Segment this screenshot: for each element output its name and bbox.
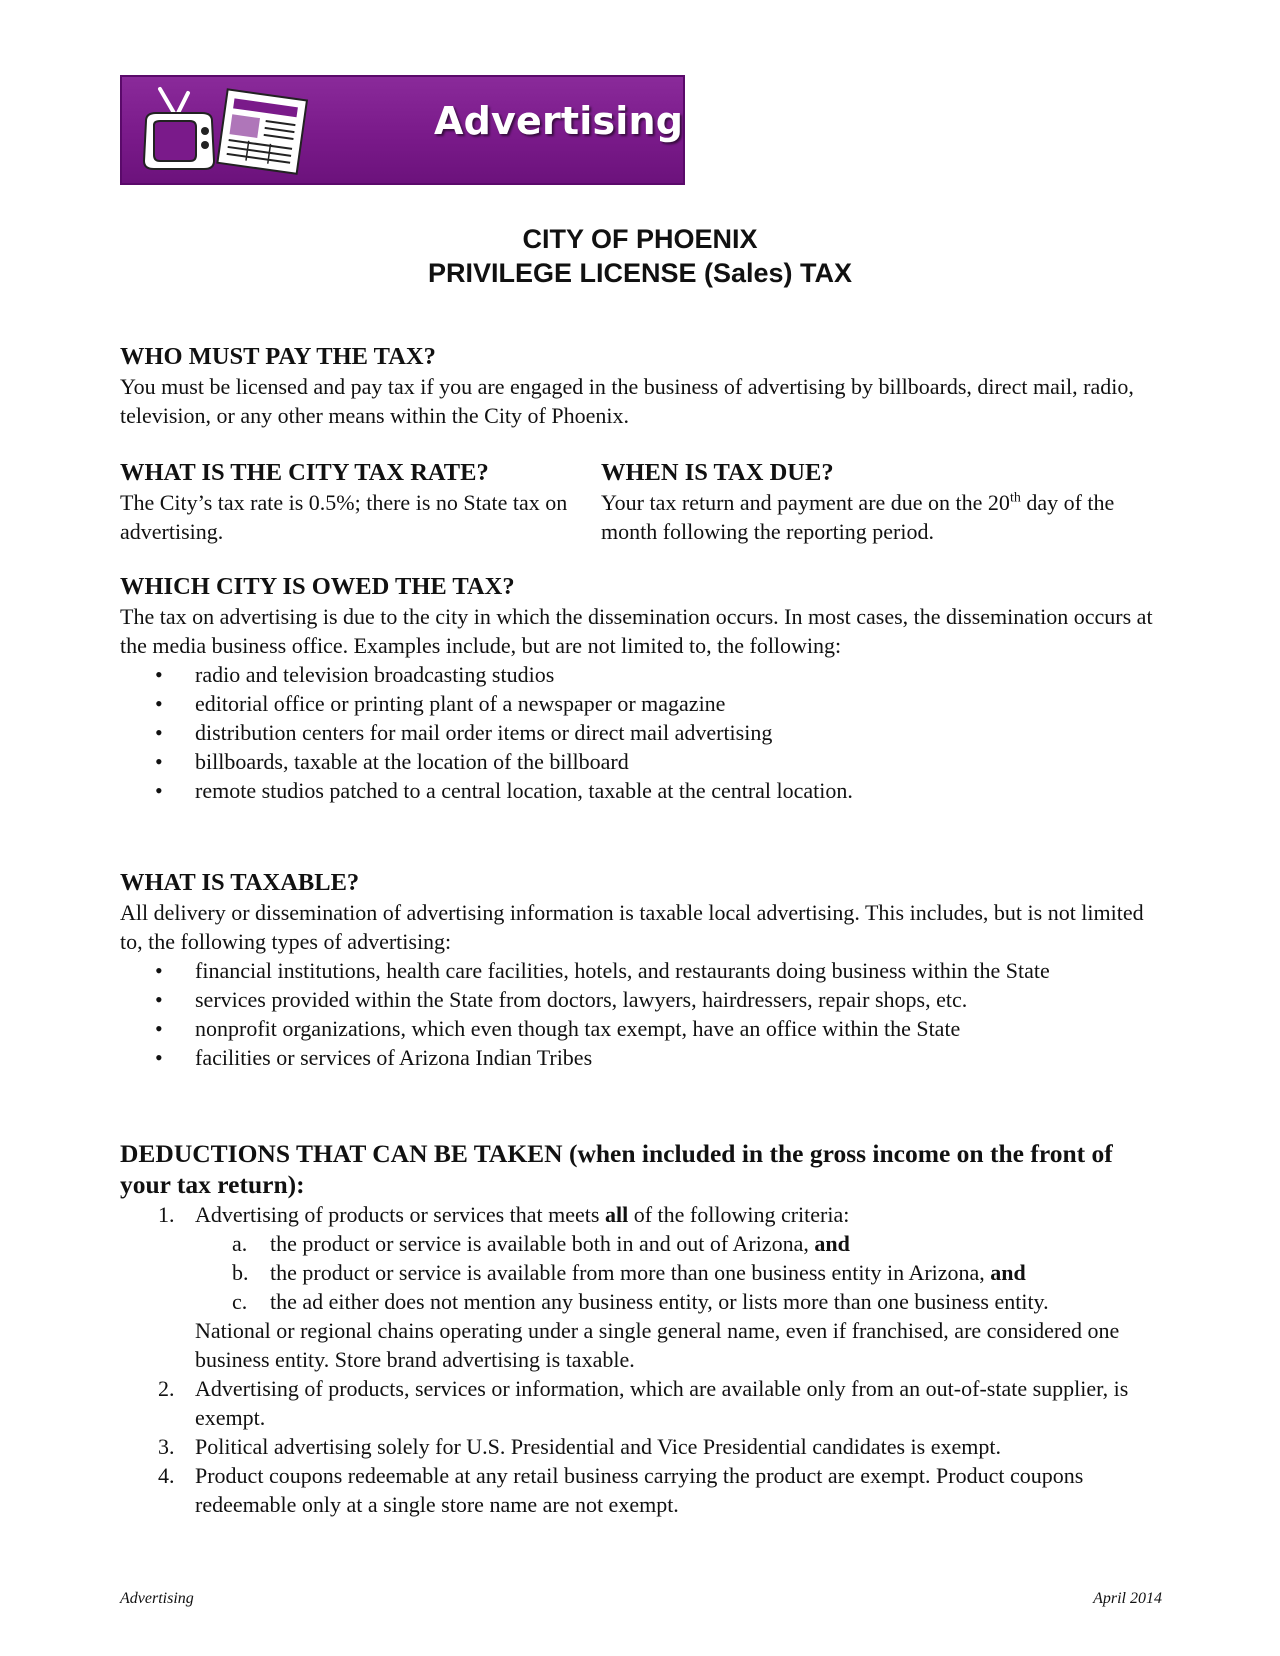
list-item-text: editorial office or printing plant of a newspaper or magazine xyxy=(195,691,726,716)
which-city-heading: WHICH CITY IS OWED THE TAX? xyxy=(120,573,515,600)
list-item xyxy=(120,1043,1160,1072)
who-must-pay-heading: WHO MUST PAY THE TAX? xyxy=(120,343,436,370)
bullet-icon: • xyxy=(155,720,163,745)
list-item-text: billboards, taxable at the location of the billboard xyxy=(195,749,629,774)
list-number: 2. xyxy=(158,1376,175,1401)
who-must-pay-body: You must be licensed and pay tax if you are engaged in the business of advertising by billboards, direct mail, radio, television, or any other means within the City of Phoenix. xyxy=(120,374,1134,428)
list-item xyxy=(120,660,1160,689)
which-city-list xyxy=(120,660,1160,805)
list-item xyxy=(120,1014,1160,1043)
bullet-icon: • xyxy=(155,1016,163,1041)
bullet-icon: • xyxy=(155,662,163,687)
list-item-text: services provided within the State from doctors, lawyers, hairdressers, repair shops, etc. xyxy=(195,987,968,1012)
bullet-icon: • xyxy=(155,1045,163,1070)
tax-due-heading: WHEN IS TAX DUE? xyxy=(601,459,834,486)
bullet-icon: • xyxy=(155,987,163,1012)
taxable-section xyxy=(120,868,1160,1072)
deduction-item-1-emphasis: all xyxy=(604,1202,629,1227)
deductions-section xyxy=(120,1138,1160,1519)
tax-due-section xyxy=(601,458,1161,546)
banner-title: Advertising xyxy=(434,99,684,143)
taxable-heading: WHAT IS TAXABLE? xyxy=(120,869,360,896)
tax-rate-body: The City’s tax rate is 0.5%; there is no State tax on advertising. xyxy=(120,490,568,544)
criteria-list xyxy=(195,1229,1160,1316)
bullet-icon: • xyxy=(155,778,163,803)
document-title-line-1: CITY OF PHOENIX xyxy=(522,224,758,254)
which-city-section xyxy=(120,572,1160,805)
criteria-text: the product or service is available from more than one business entity in Arizona, xyxy=(270,1260,991,1285)
which-city-body: The tax on advertising is due to the city in which the dissemination occurs. In most cases, the dissemination occurs at the media business office. Examples include, but are not limited to, the following: xyxy=(120,604,1153,658)
list-item xyxy=(120,689,1160,718)
list-letter: c. xyxy=(232,1289,248,1314)
list-number: 4. xyxy=(158,1463,175,1488)
criteria-item xyxy=(195,1229,1160,1258)
footer-left: Advertising xyxy=(120,1590,194,1607)
criteria-text: the ad either does not mention any business entity, or lists more than one business entity. xyxy=(270,1289,1049,1314)
deduction-item-4 xyxy=(120,1461,1160,1519)
deduction-item-3 xyxy=(120,1432,1160,1461)
deductions-list xyxy=(120,1200,1160,1519)
list-item xyxy=(120,718,1160,747)
tax-rate-section xyxy=(120,458,575,546)
list-number: 3. xyxy=(158,1434,175,1459)
list-item xyxy=(120,985,1160,1014)
bullet-icon: • xyxy=(155,691,163,716)
list-letter: b. xyxy=(232,1260,249,1285)
deductions-heading: DEDUCTIONS THAT CAN BE TAKEN (when included in the gross income on the front of your tax return): xyxy=(120,1139,1113,1199)
who-must-pay-section xyxy=(120,342,1160,430)
criteria-item xyxy=(195,1287,1160,1316)
criteria-conjunction: and xyxy=(814,1231,850,1256)
list-item xyxy=(120,747,1160,776)
tax-rate-heading: WHAT IS THE CITY TAX RATE? xyxy=(120,459,489,486)
list-number: 1. xyxy=(158,1202,175,1227)
list-item xyxy=(120,776,1160,805)
bullet-icon: • xyxy=(155,958,163,983)
taxable-list xyxy=(120,956,1160,1072)
tax-due-text-after: day of the month following the reporting period. xyxy=(601,490,1115,544)
tax-due-body xyxy=(601,488,1161,546)
tax-due-ordinal-suffix: th xyxy=(1009,490,1021,506)
deduction-item-2 xyxy=(120,1374,1160,1432)
list-item-text: financial institutions, health care facilities, hotels, and restaurants doing business within the State xyxy=(195,958,1050,983)
list-letter: a. xyxy=(232,1231,248,1256)
deduction-item-text: Advertising of products, services or information, which are available only from an out-of-state supplier, is exempt. xyxy=(195,1376,1129,1430)
deduction-item-1-note: National or regional chains operating under a single general name, even if franchised, are considered one business entity. Store brand advertising is taxable. xyxy=(195,1318,1120,1372)
criteria-item xyxy=(195,1258,1160,1287)
deduction-item-text: Product coupons redeemable at any retail business carrying the product are exempt. Product coupons redeemable only at a single store name are not exempt. xyxy=(195,1463,1084,1517)
tax-due-text-before: Your tax return and payment are due on the 20 xyxy=(601,490,1010,515)
taxable-body: All delivery or dissemination of advertising information is taxable local advertising. This includes, but is not limited to, the following types of advertising: xyxy=(120,900,1144,954)
list-item-text: distribution centers for mail order items or direct mail advertising xyxy=(195,720,773,745)
deduction-item-1 xyxy=(120,1200,1160,1374)
criteria-text: the product or service is available both in and out of Arizona, xyxy=(270,1231,815,1256)
bullet-icon: • xyxy=(155,749,163,774)
deduction-item-text: Political advertising solely for U.S. Presidential and Vice Presidential candidates is exempt. xyxy=(195,1434,1001,1459)
list-item-text: nonprofit organizations, which even though tax exempt, have an office within the State xyxy=(195,1016,961,1041)
list-item-text: facilities or services of Arizona Indian Tribes xyxy=(195,1045,593,1070)
advertising-banner xyxy=(120,75,685,185)
list-item-text: radio and television broadcasting studios xyxy=(195,662,555,687)
deduction-item-1-text-end: of the following criteria: xyxy=(628,1202,850,1227)
footer-right: April 2014 xyxy=(1093,1590,1162,1607)
list-item xyxy=(120,956,1160,985)
deduction-item-1-text: Advertising of products or services that meets xyxy=(195,1202,605,1227)
television-newspaper-icon xyxy=(140,83,310,179)
criteria-conjunction: and xyxy=(990,1260,1026,1285)
list-item-text: remote studios patched to a central location, taxable at the central location. xyxy=(195,778,853,803)
document-title-line-2: PRIVILEGE LICENSE (Sales) TAX xyxy=(427,258,853,288)
